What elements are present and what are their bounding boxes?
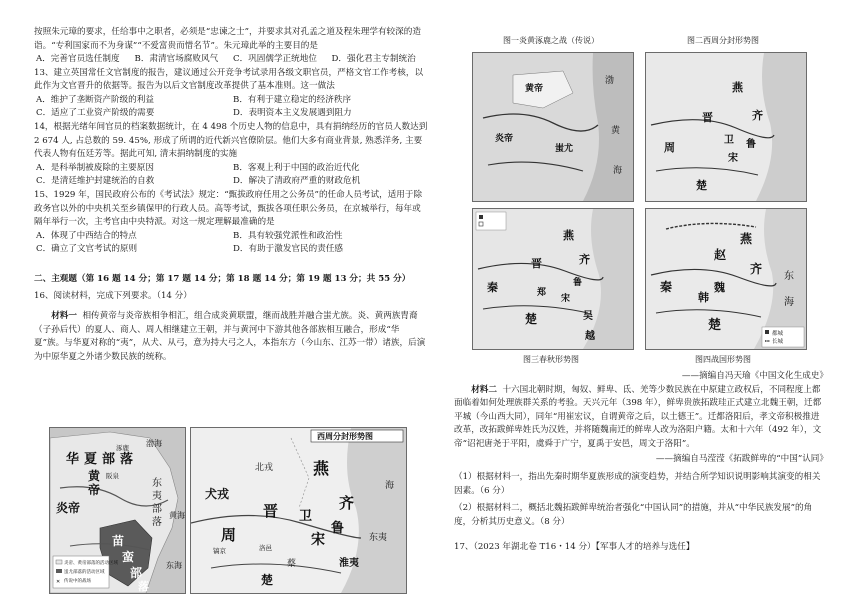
map1-label-dong: 东: [152, 478, 162, 489]
q14-option-d[interactable]: D．解决了清政府严重的财政危机: [233, 176, 361, 187]
rmap1-label-bo: 渤: [605, 76, 615, 86]
q16-title: 16、阅读材料，完成下列要求。（14 分）: [34, 291, 192, 302]
rmap4-label-zhao: 赵: [714, 248, 727, 262]
map2-label-huaiyi: 淮夷: [339, 558, 359, 569]
map-right-4: [645, 208, 807, 350]
map1-label-luo3: 落: [152, 517, 162, 528]
map2-label-chu: 楚: [261, 573, 274, 587]
rmap1-label-chiyou: 蚩尤: [555, 144, 574, 154]
q13-option-a[interactable]: A．维护了垄断资产阶级的利益: [36, 94, 154, 105]
map2-label-lu: 鲁: [331, 521, 345, 536]
map2-label-yan: 燕: [313, 459, 330, 478]
map-right-3-svg: [473, 209, 633, 349]
rmap3-label-yan: 燕: [563, 229, 574, 242]
q14-options: [34, 162, 428, 189]
rmap3-label-qin: 秦: [487, 281, 498, 294]
map-right-3: [472, 208, 634, 350]
source-one: ——摘编自冯天瑜《中国文化生成史》: [681, 371, 828, 381]
caption-map2: 图二西周分封形势图: [687, 36, 759, 45]
map-yan-huang-svg: [50, 428, 185, 593]
q14-stem: 14，根据光绪年间官员的档案数据统计，在 4 498 个历史人物的信息中，具有捐纳经历的官员人数达到 2 674 人, 占总数的 59. 45%, 形成了所谓的近代新兴官僚阶层。他们大多有商业背景, 熟悉洋务, 主要代表人物有伍廷芳等。据此可知, 清末捐纳制度的实施: [34, 122, 428, 160]
map-yan-huang: [49, 427, 186, 594]
map1-legend-2: 传说中的战场: [64, 579, 91, 584]
q12-option-c[interactable]: C．巩固儒学正统地位: [233, 54, 317, 65]
q15-option-c[interactable]: C．确立了文官考试的原则: [36, 244, 138, 255]
q15-option-d[interactable]: D．有助于激发官民的责任感: [233, 244, 344, 255]
rmap2-label-yan: 燕: [732, 81, 743, 94]
map1-label-luo2: 落: [138, 580, 149, 593]
map1-label-bu2: 部: [130, 566, 143, 580]
map2-label-zhou: 周: [221, 526, 237, 544]
question-17: 17、（2023 年湖北卷 T16・14 分）【军事人才的培养与选任】: [454, 542, 695, 553]
map2-label-haojing: 镐京: [213, 547, 226, 555]
q12-option-b[interactable]: B．肃清官场腐败风气: [134, 54, 219, 65]
map1-label-luo: 落: [120, 452, 134, 467]
q13-option-d[interactable]: D．表明资本主义发展遇到阻力: [233, 108, 352, 119]
rmap4-label-chu: 楚: [708, 318, 722, 333]
rmap3-label-wu: 吴: [583, 311, 593, 322]
material-two: [454, 384, 828, 452]
map-right-4-svg: [646, 209, 806, 349]
map-right-1-svg: [473, 53, 633, 201]
map1-label-di: 帝: [88, 483, 101, 497]
q14-option-b[interactable]: B．客观上利于中国的政治近代化: [233, 162, 360, 173]
rmap2-label-qi: 齐: [752, 109, 763, 122]
map-western-zhou-svg: [191, 428, 406, 593]
rmap4-label-yan: 燕: [740, 232, 753, 246]
caption-map1: 图一炎黄涿鹿之战（传说）: [503, 36, 599, 45]
rmap4-legend-capital: 都城: [772, 331, 784, 337]
map2-label-hai: 海: [385, 481, 395, 491]
q12-option-a[interactable]: A．完善官员选任制度: [36, 54, 120, 65]
rmap3-label-zheng: 郑: [537, 288, 547, 298]
map2-label-beirong: 北戎: [255, 463, 274, 473]
q13-options: [34, 94, 428, 121]
map-right-2-svg: [646, 53, 806, 201]
rmap4-label-qi: 齐: [750, 262, 763, 276]
map1-label-yi: 夷: [152, 491, 162, 502]
map1-label-hua: 华: [66, 452, 80, 467]
rmap1-label-huang: 黄: [611, 126, 621, 136]
map1-label-huanghai: 黄海: [169, 511, 185, 520]
rmap3-label-lu: 鲁: [573, 278, 583, 288]
rmap3-label-jin: 晋: [531, 257, 542, 270]
left-column: [34, 26, 428, 364]
map2-label-wei: 卫: [299, 509, 313, 524]
caption-map3: 图三春秋形势图: [523, 355, 579, 364]
map-western-zhou: [190, 427, 407, 594]
map1-label-donghai: 东海: [166, 561, 182, 570]
q12-option-d[interactable]: D．强化君主专制统治: [331, 54, 416, 65]
map-right-2: [645, 52, 807, 202]
map2-label-luoyi: 洛邑: [259, 544, 272, 552]
material-two-label: 材料二: [471, 384, 497, 395]
right-column: [454, 368, 828, 555]
rmap3-label-qi: 齐: [579, 253, 590, 266]
rmap2-label-lu: 鲁: [746, 139, 756, 150]
material-one-text: 相传黄帝与炎帝族相争相汇，组合成炎黄联盟，继而战胜并融合蚩尤族。炎、黄两族胄裔（子孙后代）的夏人、商人、周人相继建立王朝，并与黄河中下游其他各部族相互融合，形成“华夏”族。与华夏对称的“夷”，从犬、从弓，意为持大弓之人，本指东方（今山东、江苏一带）诸族，后演为中原华夏之外诸少数民族的统称。: [34, 310, 426, 362]
rmap2-label-jin: 晋: [702, 111, 713, 124]
q14-option-a[interactable]: A．是科举制被废除的主要原因: [36, 162, 154, 173]
q12-stem: 按照朱元璋的要求，任给事中之职者，必须是“忠谏之士”，并要求其对孔孟之道及程朱理学有较深的造诣。“专利国家而不为身谋”“不爱富贵而惜名节”。朱元璋此举的主要目的是: [34, 27, 421, 51]
source-two: ——摘编自马滢滢《拓跋鲜卑的“中国”认同》: [655, 454, 828, 465]
q15-option-b[interactable]: B．具有较强党派性和政治性: [233, 230, 343, 241]
map1-label-man: 蛮: [122, 550, 135, 564]
map-right-1: [472, 52, 634, 202]
rmap3-label-yue: 越: [585, 331, 595, 342]
rmap2-label-chu: 楚: [696, 179, 707, 192]
rmap1-label-yandi: 炎帝: [495, 134, 514, 144]
rmap4-label-dong: 东: [784, 271, 794, 282]
rmap4-label-wei: 魏: [714, 281, 725, 294]
map1-legend-1: 蚩尤部落的活动区域: [64, 570, 105, 575]
rmap4-label-hai: 海: [784, 297, 794, 308]
battle-icon: ✕: [56, 579, 61, 585]
q13-stem: 13、建立英国常任文官制度的报告，建议通过公开竞争考试录用各级文职官员，严格文官工作考核，以此作为文官晋升的依据等。报告为以后文官制度改革提供了基本准则。这一做法: [34, 67, 424, 92]
q14-option-c[interactable]: C．是清廷维护封建统治的自救: [36, 176, 155, 187]
map1-label-miao: 苗: [112, 534, 125, 548]
rmap2-label-zhou: 周: [664, 141, 675, 154]
map2-title: 西周分封形势图: [317, 431, 373, 441]
caption-map4: 图四战国形势图: [695, 355, 751, 364]
material-one-label: 材料一: [51, 310, 77, 321]
q13-option-b[interactable]: B．有利于建立稳定的经济秩序: [233, 94, 352, 105]
map1-label-yandi: 炎帝: [56, 501, 81, 515]
material-two-text: 十六国北朝时期，匈奴、鲜卑、氐、羌等少数民族在中原建立政权后，不同程度上都面临着如何处理族群关系的考验。天兴元年（398 年），鲜卑贵族拓跋珪正式建立北魏王朝，迁都平城（今山西大同），同年“用崔宏议，自谓黄帝之后，以土德王”。迁都洛阳后，孝文帝积极推进改革，改拓跋鲜卑姓氏为汉姓，并将随魏南迁的鲜卑人改为洛阳户籍。太和十六年（492 年），文帝“诏祀唐尧于平阳，虞舜于广宁，夏禹于安邑，周文于洛阳”。: [454, 384, 822, 449]
map1-label-bu3: 部: [152, 504, 162, 515]
question-2: （2）根据材料二，概括北魏拓跋鲜卑统治者强化“中国认同”的措施，并从“中华民族发展”的角度，分析其历史意义。（8 分）: [454, 503, 813, 527]
map1-label-xia: 夏: [84, 452, 98, 467]
rmap3-label-chu: 楚: [525, 312, 538, 326]
map1-label-bu: 部: [102, 452, 116, 467]
map2-label-qi: 齐: [339, 494, 355, 512]
rmap4-label-qin: 秦: [660, 280, 673, 294]
rmap2-label-wei: 卫: [724, 135, 734, 146]
question-1: （1）根据材料一，指出先秦时期华夏族形成的演变趋势，并结合所学知识说明影响其演变的相关因素。（6 分）: [454, 472, 821, 496]
rmap4-label-han: 韩: [698, 291, 709, 304]
material-one: [34, 310, 428, 364]
rmap2-label-song: 宋: [728, 153, 738, 164]
rmap4-legend-wall: 长城: [772, 339, 784, 345]
q15-option-a[interactable]: A．体现了中西结合的特点: [36, 230, 137, 241]
q13-option-c[interactable]: C．适应了工业资产阶级的需要: [36, 108, 155, 119]
map1-label-zhuolu: 涿鹿: [116, 444, 129, 452]
map2-label-cai: 蔡: [287, 559, 297, 569]
rmap1-label-huangdi: 黄帝: [525, 84, 544, 94]
rmap1-label-hai: 海: [613, 166, 623, 176]
map1-legend-0: 炎帝、黄帝部落的活动区域: [64, 561, 118, 566]
map2-label-quanrong: 犬戎: [205, 487, 230, 501]
q12-options: [34, 53, 428, 67]
rmap3-label-song: 宋: [561, 294, 571, 304]
map2-label-jin: 晋: [263, 502, 279, 520]
q15-stem: 15、1929 年，国民政府公布的《考试法》规定：“甄拔政府任用之公务员”的任命人员考试，适用于除政务官以外的中央机关至乡镇保甲的行政人员。高等考试，甄拔各项任职公务员，在京城举行，每年或隔年举行一次，主考官由中央特派。对这一规定理解最准确的是: [34, 189, 423, 228]
q15-options: [34, 230, 428, 257]
map1-label-banquan: 阪泉: [106, 472, 119, 480]
map1-label-huang: 黄: [88, 469, 101, 483]
map2-label-song: 宋: [311, 532, 325, 548]
section-title: 二、主观题（第 16 题 14 分；第 17 题 14 分；第 18 题 14 分；第 19 题 13 分；共 55 分）: [34, 273, 411, 284]
map2-label-dongyi: 东夷: [369, 533, 388, 543]
map1-label-bohai: 渤海: [146, 439, 162, 448]
